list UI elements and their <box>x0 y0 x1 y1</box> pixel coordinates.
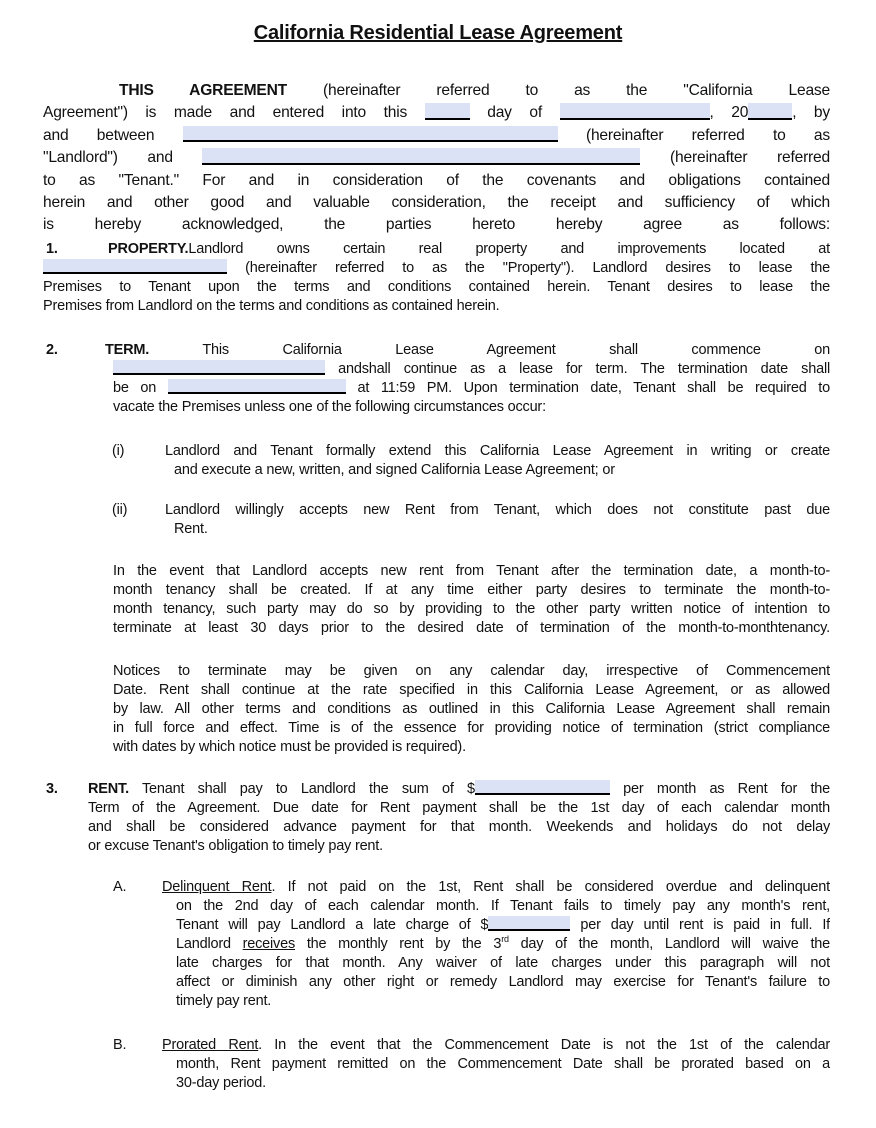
text-run: , 20 <box>709 104 749 122</box>
text-run: , by <box>792 104 830 122</box>
blank-field-termination-date[interactable] <box>168 379 346 394</box>
blank-field-tenant-name[interactable] <box>202 148 640 164</box>
text-run: Rent. <box>174 520 208 537</box>
document-body <box>0 80 876 1093</box>
blank-field-year[interactable] <box>748 103 792 119</box>
text-line <box>119 80 830 102</box>
text-line <box>43 297 830 316</box>
text-line <box>88 837 830 856</box>
text-line <box>113 360 830 379</box>
text-run: This California Lease Agreement shall commence on <box>149 341 830 358</box>
text-run: (hereinafter referred to as <box>557 126 830 144</box>
text-run: vacate the Premises unless one of the following circumstances occur: <box>113 398 546 415</box>
blank-field-late-charge-amount[interactable] <box>488 916 570 931</box>
text-line <box>162 1036 830 1055</box>
text-run: the monthly rent by the 3 <box>295 935 502 952</box>
text-run: Date. Rent shall continue at the rate specified in this California Lease Agreement, or as allowed <box>113 681 830 698</box>
blank-field-monthly-rent[interactable] <box>475 780 610 795</box>
underlined-text: receives <box>242 935 296 952</box>
text-run: late charges for that month. Any waiver of late charges under this paragraph will not <box>176 954 830 971</box>
intro-paragraph <box>0 80 876 237</box>
text-line <box>43 214 830 236</box>
text-line <box>176 1074 830 1093</box>
text-run: per month as Rent for the <box>609 780 830 797</box>
text-line <box>113 562 830 581</box>
text-line <box>88 818 830 837</box>
text-line <box>43 147 830 169</box>
text-run: (hereinafter referred to as the "California Lease <box>287 82 830 99</box>
blank-field-month[interactable] <box>560 103 710 119</box>
text-line <box>43 125 830 147</box>
text-line <box>113 379 830 398</box>
text-line <box>113 662 830 681</box>
text-line <box>43 259 830 278</box>
text-line <box>108 240 830 259</box>
text-line <box>113 581 830 600</box>
text-run: In the event that Landlord accepts new rent from Tenant after the termination date, a month-to- <box>113 562 830 579</box>
term-item-i-marker: (i) <box>112 442 125 459</box>
text-run: Tenant shall pay to Landlord the sum of $ <box>128 780 475 797</box>
text-run: Term of the Agreement. Due date for Rent payment shall be the 1st day of each calendar month <box>88 799 830 816</box>
text-line <box>43 192 830 214</box>
text-line <box>113 700 830 719</box>
text-line <box>174 520 830 539</box>
text-run: month tenancy, such party may do so by providing to the other party written notice of intention to <box>113 600 830 617</box>
text-run: to as "Tenant." For and in consideration of the covenants and obligations contained <box>43 171 830 189</box>
text-run: andshall continue as a lease for term. The termination date shall <box>325 360 830 377</box>
text-line <box>105 341 830 360</box>
term-item-ii <box>0 501 876 539</box>
month-to-month-paragraph <box>0 562 876 638</box>
text-run: by law. All other terms and conditions as outlined in this California Lease Agreement shall remain <box>113 700 830 717</box>
text-run: terminate at least 30 days prior to the desired date of termination of the month-to-monthtenancy. <box>113 619 830 636</box>
text-line <box>113 681 830 700</box>
text-run: be on <box>113 379 168 396</box>
text-run: month, Rent payment remitted on the Commencement Date shall be prorated based on a <box>176 1055 830 1072</box>
underlined-text: Prorated Rent <box>162 1036 259 1053</box>
text-line <box>113 398 830 417</box>
text-run: Agreement") is made and entered into this <box>43 104 425 122</box>
term-item-ii-marker: (ii) <box>112 501 128 518</box>
text-run: Landlord and Tenant formally extend this California Lease Agreement in writing or create <box>165 442 830 459</box>
text-line <box>176 897 830 916</box>
text-run: day of <box>469 104 560 122</box>
text-run: (hereinafter referred <box>640 149 830 167</box>
text-run: Tenant will pay Landlord a late charge of $ <box>176 916 489 933</box>
text-run: rd <box>501 934 509 944</box>
text-run: Premises to Tenant upon the terms and conditions contained herein. Tenant desires to lease the <box>43 278 830 295</box>
text-line <box>113 738 830 757</box>
term-item-i <box>0 442 876 480</box>
text-line <box>165 442 830 461</box>
text-run: on the 2nd day of each calendar month. If Tenant fails to timely pay any month's rent, <box>176 897 830 914</box>
subsection-a-delinquent-rent <box>0 878 876 1011</box>
document-title: California Residential Lease Agreement <box>253 22 623 44</box>
subsection-b-prorated-rent <box>0 1036 876 1093</box>
text-line <box>176 1055 830 1074</box>
text-run: or excuse Tenant's obligation to timely pay rent. <box>88 837 383 854</box>
section-3-rent-marker: 3. <box>46 780 58 797</box>
text-run: herein and other good and valuable consideration, the receipt and sufficiency of which <box>43 193 830 211</box>
text-run: affect or diminish any other right or remedy Landlord may exercise for Tenant's failure to <box>176 973 830 990</box>
underlined-text: Delinquent Rent <box>162 878 272 895</box>
text-run: month tenancy shall be created. If at any time either party desires to terminate the month-to- <box>113 581 830 598</box>
text-run: and between <box>43 126 183 144</box>
text-line <box>113 719 830 738</box>
text-run: in full force and effect. Time is of the essence for providing notice of termination (strict compliance <box>113 719 830 736</box>
bold-text: TERM. <box>105 341 150 358</box>
section-1-property-marker: 1. <box>46 240 58 257</box>
text-run: Landlord willingly accepts new Rent from Tenant, which does not constitute past due <box>165 501 830 518</box>
bold-text: THIS AGREEMENT <box>119 82 288 99</box>
text-run: per day until rent is paid in full. If <box>570 916 830 933</box>
text-line <box>113 600 830 619</box>
text-line <box>176 954 830 973</box>
text-run: . In the event that the Commencement Date is not the 1st of the calendar <box>258 1036 830 1053</box>
text-run: . If not paid on the 1st, Rent shall be considered overdue and delinquent <box>271 878 830 895</box>
text-line <box>88 799 830 818</box>
text-run: day of the month, Landlord will waive the <box>508 935 830 952</box>
subsection-b-prorated-rent-marker: B. <box>113 1036 127 1053</box>
text-line <box>88 780 830 799</box>
text-run: "Landlord") and <box>43 149 203 167</box>
section-2-term <box>0 341 876 417</box>
text-line <box>43 102 830 124</box>
text-run: timely pay rent. <box>176 992 272 1009</box>
text-line <box>176 916 830 935</box>
text-run: Landlord <box>176 935 243 952</box>
text-run: Notices to terminate may be given on any calendar day, irrespective of Commencement <box>113 662 830 679</box>
section-2-term-marker: 2. <box>46 341 58 358</box>
blank-field-landlord-name[interactable] <box>183 126 558 142</box>
section-1-property <box>0 240 876 316</box>
section-3-rent <box>0 780 876 856</box>
text-line <box>113 619 830 638</box>
text-run: Premises from Landlord on the terms and conditions as contained herein. <box>43 297 500 314</box>
blank-field-property-address[interactable] <box>43 259 227 274</box>
text-run: at 11:59 PM. Upon termination date, Tenant shall be required to <box>345 379 830 396</box>
blank-field-day[interactable] <box>425 103 470 119</box>
text-run: 30-day period. <box>176 1074 266 1091</box>
text-line <box>176 935 830 954</box>
text-run: with dates by which notice must be provided is required). <box>113 738 466 755</box>
text-run: and execute a new, written, and signed California Lease Agreement; or <box>174 461 615 478</box>
text-line <box>43 278 830 297</box>
blank-field-commencement-date[interactable] <box>113 360 325 375</box>
text-run: is hereby acknowledged, the parties hereto hereby agree as follows: <box>43 216 830 234</box>
text-line <box>162 878 830 897</box>
text-line <box>176 992 830 1011</box>
text-line <box>176 973 830 992</box>
text-run: and shall be considered advance payment for that month. Weekends and holidays do not delay <box>88 818 830 835</box>
text-line <box>165 501 830 520</box>
text-line <box>174 461 830 480</box>
text-run: (hereinafter referred to as the "Property"). Landlord desires to lease the <box>227 259 830 276</box>
bold-text: RENT. <box>88 780 129 797</box>
bold-text: PROPERTY. <box>108 240 189 257</box>
subsection-a-delinquent-rent-marker: A. <box>113 878 127 895</box>
text-line <box>43 170 830 192</box>
notices-paragraph <box>0 662 876 757</box>
text-run: Landlord owns certain real property and improvements located at <box>188 240 830 257</box>
